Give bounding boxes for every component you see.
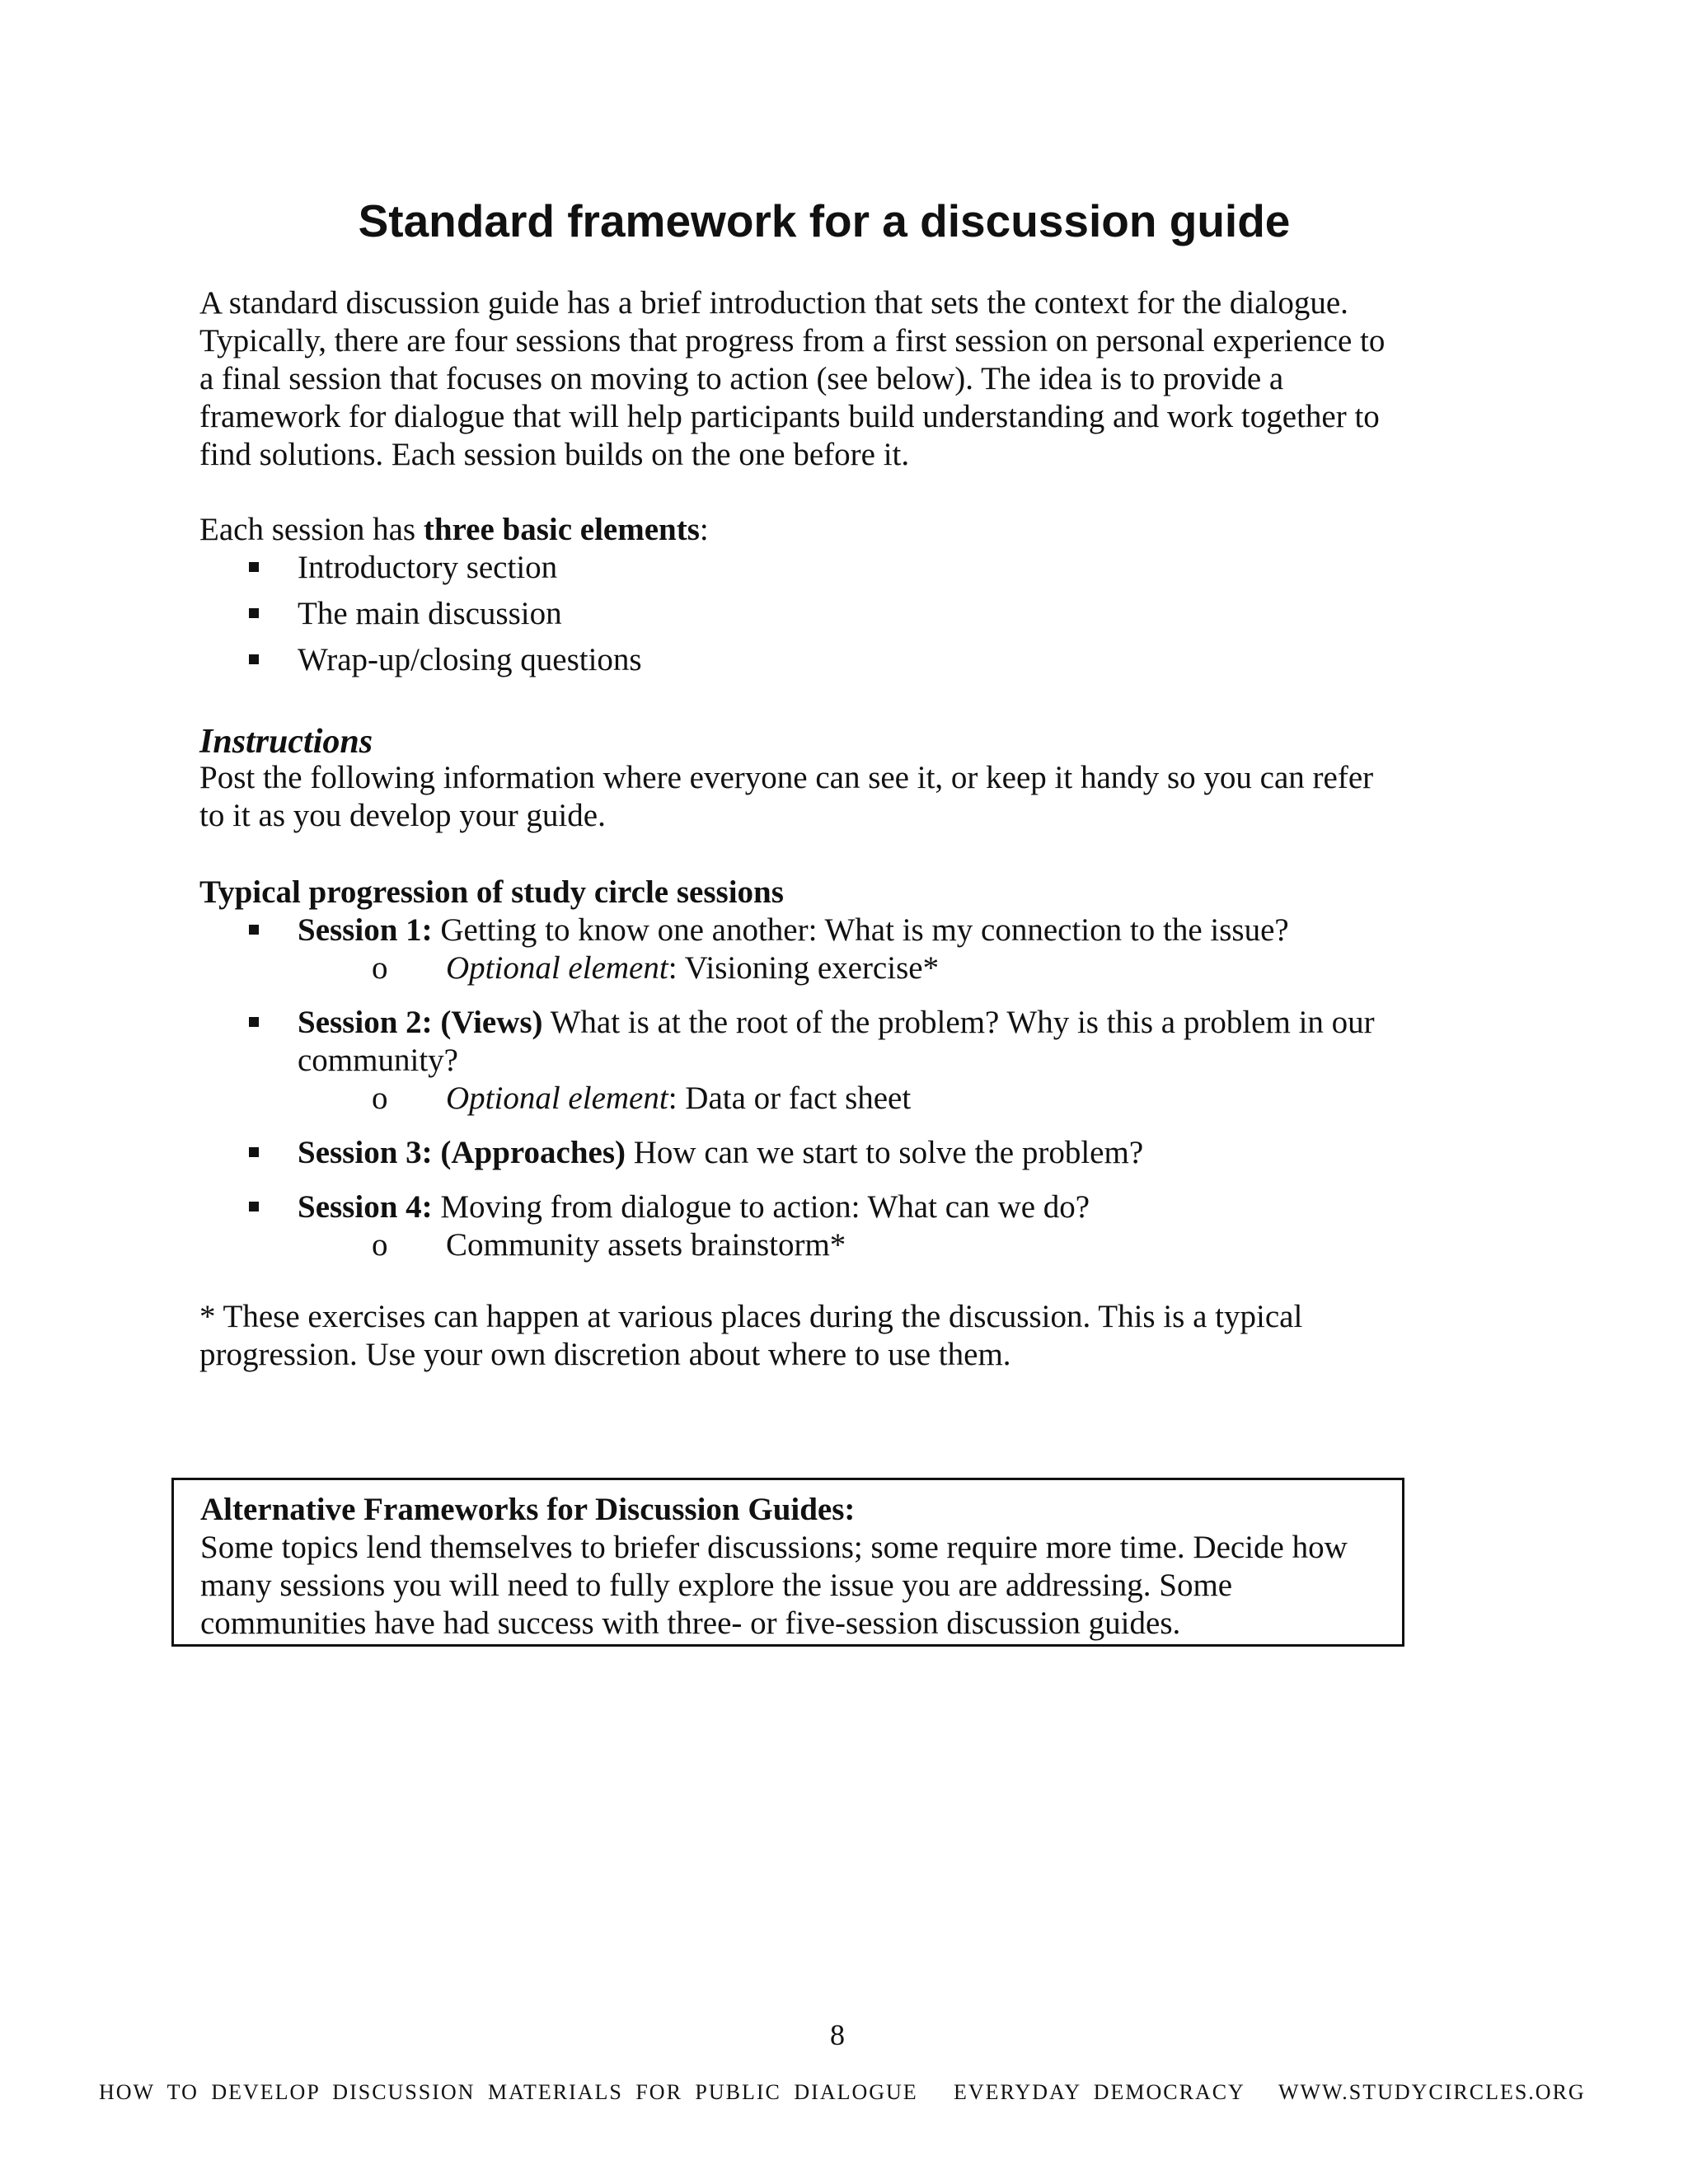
optional-element-label: Optional element bbox=[446, 1080, 668, 1116]
progression-heading: Typical progression of study circle sessions bbox=[199, 874, 784, 910]
session-label: Session 3: (Approaches) bbox=[298, 1135, 626, 1170]
footer-document-title: HOW TO DEVELOP DISCUSSION MATERIALS FOR PUBLIC DIALOGUE bbox=[99, 2080, 918, 2104]
square-bullet-icon bbox=[249, 608, 259, 618]
element-label: The main discussion bbox=[298, 596, 562, 631]
intro-line: find solutions. Each session builds on the one before it. bbox=[199, 437, 910, 472]
session-text: What is at the root of the problem? Why is this a problem in our bbox=[550, 1005, 1375, 1040]
footnote-line: * These exercises can happen at various places during the discussion. This is a typical bbox=[199, 1299, 1303, 1334]
list-item bbox=[199, 549, 642, 587]
instructions-text bbox=[199, 759, 1452, 835]
alt-line: Some topics lend themselves to briefer discussions; some require more time. Decide how bbox=[200, 1530, 1348, 1565]
intro-line: a final session that focuses on moving to action (see below). The idea is to provide a bbox=[199, 361, 1284, 396]
session-text: Moving from dialogue to action: What can we do? bbox=[440, 1189, 1090, 1225]
page-title: Standard framework for a discussion guide bbox=[358, 195, 1291, 246]
instructions-heading: Instructions bbox=[199, 723, 373, 761]
session-text: Getting to know one another: What is my connection to the issue? bbox=[440, 912, 1289, 948]
alternative-frameworks-title: Alternative Frameworks for Discussion Guides: bbox=[200, 1492, 856, 1527]
session-item-1 bbox=[199, 912, 1502, 987]
session-text: community? bbox=[298, 1043, 458, 1078]
square-bullet-icon bbox=[249, 1147, 259, 1157]
square-bullet-icon bbox=[249, 562, 259, 572]
session-text: How can we start to solve the problem? bbox=[633, 1135, 1144, 1170]
session-sub-item bbox=[298, 1080, 1502, 1118]
element-label: Introductory section bbox=[298, 550, 558, 585]
circle-bullet-icon: o bbox=[372, 950, 388, 986]
intro-line: framework for dialogue that will help participants build understanding and work together to bbox=[199, 399, 1380, 434]
session-item-2 bbox=[199, 1004, 1502, 1118]
footnote-line: progression. Use your own discretion about where to use them. bbox=[199, 1337, 1011, 1372]
session-sub-item bbox=[298, 949, 1502, 987]
alt-line: communities have had success with three- or five-session discussion guides. bbox=[200, 1605, 1181, 1641]
alt-line: many sessions you will need to fully explore the issue you are addressing. Some bbox=[200, 1568, 1233, 1603]
footer-organization: EVERYDAY DEMOCRACY bbox=[954, 2080, 1245, 2104]
square-bullet-icon bbox=[249, 654, 259, 664]
session-sub-item bbox=[298, 1226, 1502, 1264]
intro-paragraph bbox=[199, 284, 1452, 474]
elements-lead bbox=[199, 511, 1452, 549]
sessions-list bbox=[199, 912, 1502, 1281]
optional-element-label: Optional element bbox=[446, 950, 668, 986]
intro-line: A standard discussion guide has a brief introduction that sets the context for the dialogue. bbox=[199, 285, 1348, 321]
alternative-frameworks-box bbox=[171, 1478, 1404, 1647]
circle-bullet-icon: o bbox=[372, 1080, 388, 1116]
session-label: Session 2: (Views) bbox=[298, 1005, 543, 1040]
sub-item-text: : Data or fact sheet bbox=[668, 1080, 912, 1116]
instructions-line: to it as you develop your guide. bbox=[199, 798, 606, 833]
elements-lead-suffix: : bbox=[699, 512, 709, 547]
session-item-3 bbox=[199, 1134, 1502, 1172]
session-label: Session 4: bbox=[298, 1189, 433, 1225]
footnote bbox=[199, 1298, 1452, 1374]
list-item bbox=[199, 595, 642, 633]
footer-website: WWW.STUDYCIRCLES.ORG bbox=[1278, 2080, 1586, 2104]
elements-list bbox=[199, 549, 642, 687]
alternative-frameworks-text bbox=[200, 1529, 1387, 1643]
session-item-4 bbox=[199, 1188, 1502, 1264]
sub-item-text: Community assets brainstorm* bbox=[446, 1227, 846, 1263]
element-label: Wrap-up/closing questions bbox=[298, 642, 642, 677]
elements-lead-prefix: Each session has bbox=[199, 512, 424, 547]
sub-item-text: : Visioning exercise* bbox=[668, 950, 940, 986]
intro-line: Typically, there are four sessions that progress from a first session on personal experience to bbox=[199, 323, 1386, 359]
list-item bbox=[199, 641, 642, 679]
square-bullet-icon bbox=[249, 1017, 259, 1027]
elements-lead-bold: three basic elements bbox=[423, 512, 700, 547]
session-label: Session 1: bbox=[298, 912, 433, 948]
page-number: 8 bbox=[830, 2018, 845, 2051]
square-bullet-icon bbox=[249, 925, 259, 935]
square-bullet-icon bbox=[249, 1202, 259, 1212]
instructions-line: Post the following information where everyone can see it, or keep it handy so you can refer bbox=[199, 760, 1374, 795]
circle-bullet-icon: o bbox=[372, 1227, 388, 1263]
